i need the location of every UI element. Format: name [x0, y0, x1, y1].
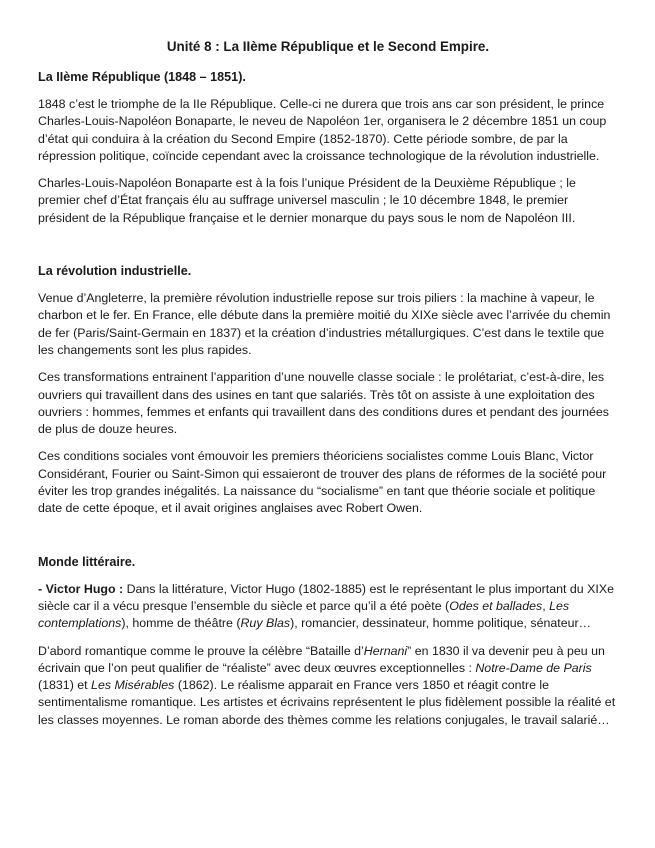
- hugo-text-1: Dans la littérature, Victor Hugo (1802-1885) est le représentant le plus important du XIXe siècle car il a vécu presque l’ensemble du siècle et parce qu’il a été poète (: [38, 581, 614, 613]
- paragraph-romantic-realism: [38, 643, 618, 729]
- paragraph-industrial-3: Ces conditions sociales vont émouvoir les premiers théoriciens socialistes comme Louis Blanc, Victor Considérant, Fourier ou Saint-Simon qui essaieront de trouver des plans de réformes de la société pour éviter les trop grandes inégalités. La naissance du “socialisme” en tant que théorie sociale et politique date de cette époque, et il avait origines anglaises avec Robert Owen.: [38, 449, 607, 516]
- paragraph-victor-hugo: [38, 581, 618, 633]
- work-title-miserables: Les Misérables: [91, 678, 175, 693]
- victor-hugo-lead: - Victor Hugo :: [38, 581, 124, 596]
- romantic-text-4: (1862). Le réalisme apparait en France vers 1850 et réagit contre le sentimentalisme romantique. Les artistes et écrivains représentent le plus fidèlement possible la réalité et les classes moyennes. Le roman aborde des thèmes comme les relations conjugales, le travail salarié…: [38, 678, 616, 727]
- hugo-text-3: ), homme de théâtre (: [121, 616, 241, 631]
- romantic-text-2: ” en 1830 il va devenir peu à peu un écrivain que l’on peut qualifier de “réaliste” avec deux œuvres exceptionnelles :: [38, 643, 605, 675]
- paragraph-industrial-1: Venue d’Angleterre, la première révolution industrielle repose sur trois piliers : la machine à vapeur, le charbon et le fer. En France, elle débute dans la première moitié du XIXe siècle avec l’arrivée du chemin de fer (Paris/Saint-Germain en 1837) et la création d’industries métallurgiques. C’est dans le textile que les changements sont les plus rapides.: [38, 291, 611, 357]
- section-heading-republic: La IIème République (1848 – 1851).: [38, 70, 246, 84]
- work-title-hernani: Hernani: [363, 643, 408, 658]
- document-page: [38, 30, 618, 729]
- romantic-text-1: D’abord romantique comme le prouve la célèbre “Bataille d’: [38, 643, 364, 658]
- section-heading-industrial: La révolution industrielle.: [38, 264, 192, 279]
- hugo-text-4: ), romancier, dessinateur, homme politique, sénateur…: [290, 616, 592, 631]
- romantic-text-3: (1831) et: [38, 678, 92, 693]
- work-title-odes: Odes et ballades: [449, 598, 543, 613]
- work-title-ruy-blas: Ruy Blas: [240, 616, 291, 631]
- paragraph-republic-2: Charles-Louis-Napoléon Bonaparte est à la fois l’unique Président de la Deuxième République ; le premier chef d’État français élu au suffrage universel masculin ; le 10 décembre 1848, le premier président de la République française et le dernier monarque du pays sous le nom de Napoléon III.: [38, 176, 576, 225]
- page-title: Unité 8 : La IIème République et le Second Empire.: [166, 39, 490, 54]
- hugo-text-2: ,: [542, 598, 550, 613]
- paragraph-republic-1: 1848 c’est le triomphe de la IIe République. Celle-ci ne durera que trois ans car son président, le prince Charles-Louis-Napoléon Bonaparte, le neveu de Napoléon 1er, organisera le 2 décembre 1851 un coup d’état qui conduira à la création du Second Empire (1852-1870). Cette période sombre, de par la répression politique, coïncide cependant avec la croissance technologique de la révolution industrielle.: [38, 97, 607, 163]
- section-heading-literary: Monde littéraire.: [38, 554, 136, 569]
- paragraph-industrial-2: Ces transformations entrainent l’apparition d’une nouvelle classe sociale : le prolétariat, c’est-à-dire, les ouvriers qui travaillent dans des usines en tant que salariés. Très tôt on assiste à une exploitation des ouvriers : hommes, femmes et enfants qui travaillent dans des conditions dures et pendant des journées de plus de douze heures.: [38, 370, 609, 437]
- work-title-contemplations: Les contemplations: [38, 598, 570, 631]
- work-title-notre-dame: Notre-Dame de Paris: [475, 660, 592, 675]
